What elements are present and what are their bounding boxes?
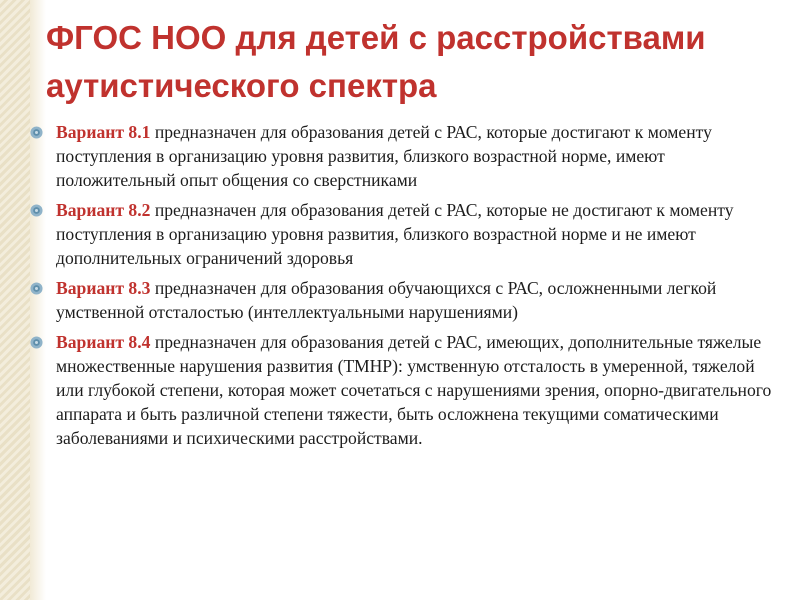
list-item <box>30 120 780 192</box>
variant-description: предназначен для образования детей с РАС, имеющих, дополнительные тяжелые множественные нарушения развития (ТМНР): умственную отсталость в умеренной, тяжелой или глубокой степени, которая может сочетаться с нарушениями зрения, опорно-двигательного аппарата и быть различной степени тяжести, быть осложнена текущими соматическими заболеваниями и психическими расстройствами. <box>56 332 772 448</box>
list-item <box>30 276 780 324</box>
variant-description: предназначен для образования детей с РАС, которые не достигают к моменту поступления в организацию уровня развития, близкого возрастной норме и не имеют дополнительных ограничений здоровья <box>56 200 734 268</box>
variant-description: предназначен для образования детей с РАС, которые достигают к моменту поступления в организацию уровня развития, близкого возрастной норме, имеют положительный опыт общения со сверстниками <box>56 122 712 190</box>
list-item <box>30 330 780 450</box>
sun-bullet-icon <box>30 126 43 139</box>
sun-bullet-icon <box>30 204 43 217</box>
variant-label: Вариант 8.3 <box>56 278 151 298</box>
slide-title: ФГОС НОО для детей с расстройствами аутистического спектра <box>46 19 706 104</box>
variant-description: предназначен для образования обучающихся с РАС, осложненными легкой умственной отсталостью (интеллектуальными нарушениями) <box>56 278 717 322</box>
variant-label: Вариант 8.4 <box>56 332 151 352</box>
variant-label: Вариант 8.1 <box>56 122 151 142</box>
decorative-side-band <box>0 0 30 600</box>
variant-list <box>30 120 780 456</box>
variant-label: Вариант 8.2 <box>56 200 151 220</box>
sun-bullet-icon <box>30 282 43 295</box>
list-item <box>30 198 780 270</box>
sun-bullet-icon <box>30 336 43 349</box>
